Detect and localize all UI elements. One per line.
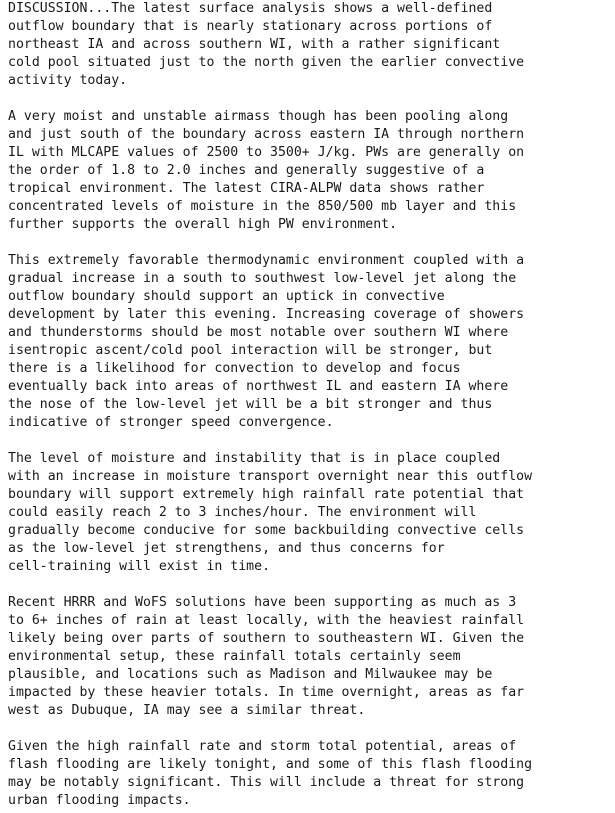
text-line: DISCUSSION...The latest surface analysis shows a well-defined — [8, 1, 493, 16]
text-line: and just south of the boundary across eastern IA through northern — [8, 127, 525, 142]
text-line: A very moist and unstable airmass though has been pooling along — [8, 109, 509, 124]
text-line: the nose of the low-level jet will be a bit stronger and thus — [8, 397, 493, 412]
text-line: may be notably significant. This will include a threat for strong — [8, 775, 525, 790]
text-line: Recent HRRR and WoFS solutions have been supporting as much as 3 — [8, 595, 517, 610]
text-line: This extremely favorable thermodynamic environment coupled with a — [8, 253, 525, 268]
paragraph-airmass — [8, 108, 615, 234]
paragraph-model-solutions — [8, 594, 615, 720]
text-line: IL with MLCAPE values of 2500 to 3500+ J/kg. PWs are generally on — [8, 145, 525, 160]
text-line: and thunderstorms should be most notable over southern WI where — [8, 325, 509, 340]
text-line: impacted by these heavier totals. In time overnight, areas as far — [8, 685, 525, 700]
text-line: indicative of stronger speed convergence. — [8, 415, 334, 430]
text-line: gradual increase in a south to southwest low-level jet along the — [8, 271, 517, 286]
text-line: activity today. — [8, 73, 128, 88]
text-line: northeast IA and across southern WI, with a rather significant — [8, 37, 501, 52]
text-line: as the low-level jet strengthens, and thus concerns for — [8, 541, 445, 556]
paragraph-thermodynamic-environment — [8, 252, 615, 432]
text-line: gradually become conducive for some backbuilding convective cells — [8, 523, 525, 538]
text-line: could easily reach 2 to 3 inches/hour. The environment will — [8, 505, 477, 520]
text-line: urban flooding impacts. — [8, 793, 191, 808]
text-line: concentrated levels of moisture in the 850/500 mb layer and this — [8, 199, 517, 214]
text-line: outflow boundary should support an uptick in convective — [8, 289, 445, 304]
text-line: to 6+ inches of rain at least locally, with the heaviest rainfall — [8, 613, 525, 628]
text-line: flash flooding are likely tonight, and some of this flash flooding — [8, 757, 533, 772]
text-line: likely being over parts of southern to southeastern WI. Given the — [8, 631, 525, 646]
text-line: boundary will support extremely high rainfall rate potential that — [8, 487, 525, 502]
text-line: further supports the overall high PW environment. — [8, 217, 398, 232]
text-line: with an increase in moisture transport overnight near this outflow — [8, 469, 533, 484]
text-line: there is a likelihood for convection to develop and focus — [8, 361, 461, 376]
text-line: environmental setup, these rainfall totals certainly seem — [8, 649, 461, 664]
paragraph-surface-analysis — [8, 0, 615, 90]
text-line: outflow boundary that is nearly stationary across portions of — [8, 19, 493, 34]
paragraph-flash-flooding — [8, 738, 615, 810]
text-line: the order of 1.8 to 2.0 inches and generally suggestive of a — [8, 163, 485, 178]
text-line: cell-training will exist in time. — [8, 559, 271, 574]
paragraph-rainfall-rates — [8, 450, 615, 576]
text-line: eventually back into areas of northwest IL and eastern IA where — [8, 379, 509, 394]
text-line: plausible, and locations such as Madison and Milwaukee may be — [8, 667, 493, 682]
text-line: west as Dubuque, IA may see a similar threat. — [8, 703, 366, 718]
text-line: development by later this evening. Increasing coverage of showers — [8, 307, 525, 322]
text-line: isentropic ascent/cold pool interaction will be stronger, but — [8, 343, 493, 358]
text-line: Given the high rainfall rate and storm total potential, areas of — [8, 739, 517, 754]
text-line: cold pool situated just to the north given the earlier convective — [8, 55, 525, 70]
text-line: tropical environment. The latest CIRA-ALPW data shows rather — [8, 181, 485, 196]
text-line: The level of moisture and instability that is in place coupled — [8, 451, 501, 466]
